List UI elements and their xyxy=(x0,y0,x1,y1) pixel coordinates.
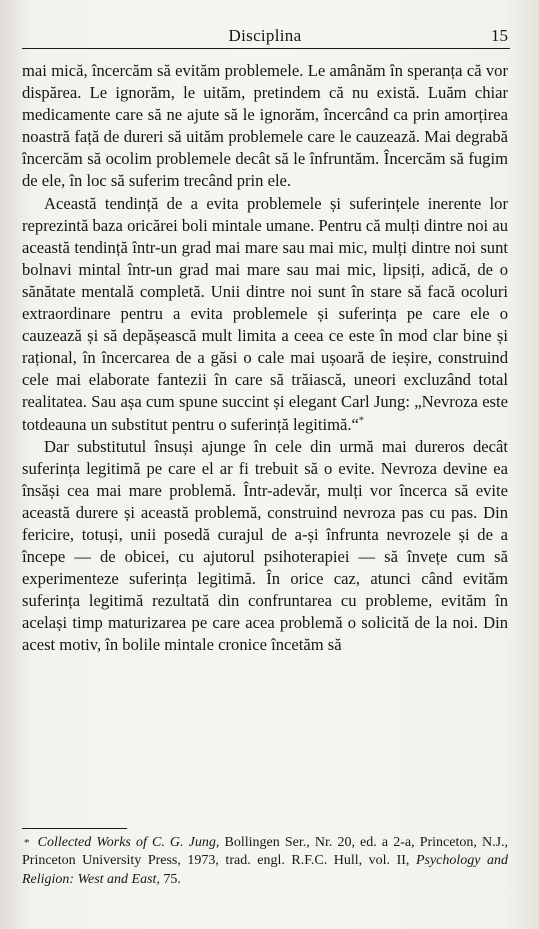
footnote-details: Bollingen Ser., Nr. 20, ed. a 2-a, Princeton, N.J., Princeton University Press, 1973, trad. engl. R.F.C. Hull, vol. II, xyxy=(22,835,509,869)
paragraph-3: Dar substitutul însuși ajunge în cele din urmă mai dureros decât suferința legitimă pe care el ar fi trebuit să o evite. Nevroza devine ea însăși cea mai mare problemă. Într-adevăr, mulți vor încerca să evite această durere și această problemă, construind nevroza pas cu pas. Din fericire, totuși, unii posedă curajul de a-și înfrunta nevrozele și de a începe — de obicei, cu ajutorul psihoterapiei — să învețe cum să experimenteze suferința legitimă. În orice caz, atunci când evităm suferința legitimă rezultată din confruntarea cu probleme, evităm în același timp maturizarea pe care acea problemă o solicită de la noi. Din acest motiv, în bolile mintale cronice încetăm să xyxy=(22,436,508,655)
paragraph-2-text: Această tendință de a evita problemele și suferințele inerente lor reprezintă baza oricărei boli mintale umane. Pentru că mulți dintre noi au această tendință într-un grad mai mare sau mai mic, mulți dintre noi sunt bolnavi mintal într-un grad mai mare sau mai mic, lipsiți, adică, de o sănătate mentală completă. Unii dintre noi sunt în stare să facă ocoluri extraordinare pentru a evita problemele și suferința pe care ele o cauzează și să depășească mult limita a ceea ce este în mod clar bine și rațional, în încercarea de a găsi o cale mai ușoară de ieșire, construind cele mai elaborate fantezii în care să trăiască, uneori excluzând total realitatea. Sau așa cum spune succint și elegant Carl Jung: „Nevroza este totdeauna un substitut pentru o suferință legitimă.“ xyxy=(22,193,508,434)
footnote-reference: * xyxy=(358,414,364,426)
footnote-title: Collected Works of C. G. Jung, xyxy=(37,835,220,850)
footnote-rule xyxy=(22,828,127,829)
footnote-page: 75. xyxy=(163,871,181,887)
running-head xyxy=(22,26,508,48)
page-number: 15 xyxy=(491,26,508,45)
footnote-book: Psychology and Religion: West and East, xyxy=(22,853,508,887)
footnote-marker: * xyxy=(24,837,30,849)
paragraph-2 xyxy=(22,193,508,436)
paragraph-1: mai mică, încercăm să evităm problemele. Le amânăm în speranța că vor dispărea. Le ignorăm, le uităm, pretindem că nu există. Luăm chiar medicamente care să ne ajute să le ignorăm, încercând ca prin amorțirea noastră față de dureri să uităm problemele care le cauzează. Mai degrabă încercăm să ocolim problemele decât să le înfruntăm. Încercăm să fugim de ele, în loc să suferim trecând prin ele. xyxy=(22,61,508,191)
body-text xyxy=(22,60,508,657)
chapter-title: Disciplina xyxy=(228,26,302,45)
header-rule xyxy=(22,48,510,49)
footnote xyxy=(22,834,508,889)
